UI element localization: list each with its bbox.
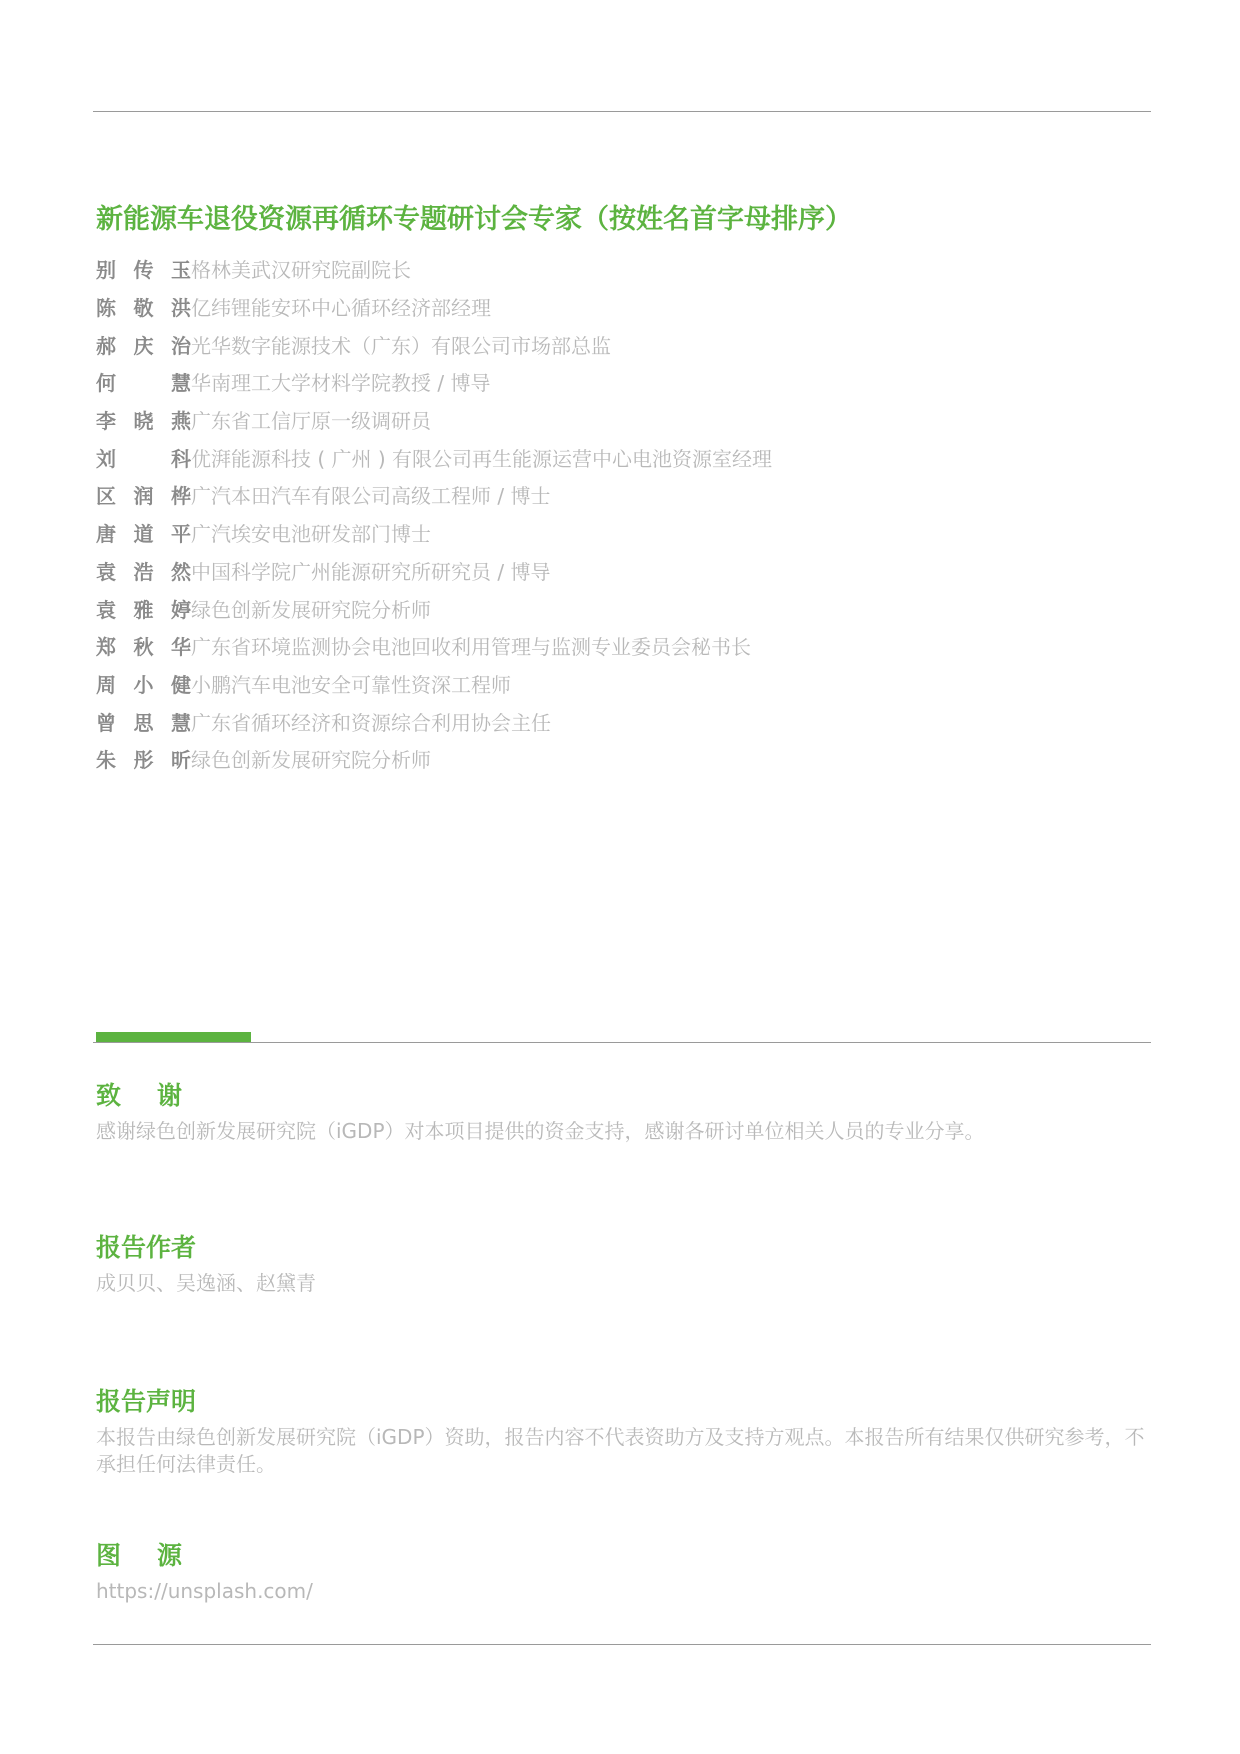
- expert-affiliation: 广东省循环经济和资源综合利用协会主任: [191, 710, 551, 735]
- acknowledgement-heading: 致谢: [96, 1081, 219, 1110]
- authors-heading: 报告作者: [96, 1233, 197, 1262]
- expert-name: 曾思慧: [96, 710, 191, 735]
- expert-name: 刘 科: [96, 446, 191, 471]
- image-source-heading: 图源: [96, 1541, 219, 1570]
- expert-row: [96, 363, 772, 401]
- expert-name: 别传玉: [96, 258, 191, 283]
- expert-affiliation: 广汽本田汽车有限公司高级工程师 / 博士: [191, 484, 551, 509]
- expert-row: [96, 288, 772, 326]
- expert-name: 何 慧: [96, 371, 191, 396]
- authors-text: 成贝贝、吴逸涵、赵黛青: [96, 1271, 316, 1295]
- expert-affiliation: 广汽埃安电池研发部门博士: [191, 522, 431, 547]
- expert-affiliation: 广东省工信厅原一级调研员: [191, 409, 431, 434]
- expert-affiliation: 优湃能源科技 ( 广州 ) 有限公司再生能源运营中心电池资源室经理: [191, 446, 773, 471]
- expert-affiliation: 中国科学院广州能源研究所研究员 / 博导: [191, 559, 551, 584]
- expert-row: [96, 250, 772, 288]
- expert-row: [96, 740, 772, 778]
- expert-name: 郑秋华: [96, 635, 191, 660]
- expert-affiliation: 华南理工大学材料学院教授 / 博导: [191, 371, 491, 396]
- expert-affiliation: 广东省环境监测协会电池回收利用管理与监测专业委员会秘书长: [191, 635, 751, 660]
- expert-name: 袁雅婷: [96, 597, 191, 622]
- expert-row: [96, 514, 772, 552]
- expert-affiliation: 格林美武汉研究院副院长: [191, 258, 411, 283]
- bottom-divider: [93, 1644, 1151, 1645]
- expert-name: 唐道平: [96, 522, 191, 547]
- expert-name: 周小健: [96, 672, 191, 697]
- top-divider: [93, 111, 1151, 112]
- expert-name: 区润桦: [96, 484, 191, 509]
- acknowledgement-text: 感谢绿色创新发展研究院（iGDP）对本项目提供的资金支持，感谢各研讨单位相关人员的专业分享。: [96, 1119, 985, 1143]
- statement-heading: 报告声明: [96, 1387, 197, 1416]
- expert-row: [96, 325, 772, 363]
- expert-row: [96, 589, 772, 627]
- image-source-text: https://unsplash.com/: [96, 1579, 313, 1603]
- expert-affiliation: 光华数字能源技术（广东）有限公司市场部总监: [191, 333, 611, 358]
- expert-name: 李晓燕: [96, 409, 191, 434]
- expert-row: [96, 438, 772, 476]
- middle-divider: [93, 1042, 1151, 1043]
- experts-list: [96, 250, 772, 778]
- expert-affiliation: 绿色创新发展研究院分析师: [191, 748, 431, 773]
- expert-row: [96, 627, 772, 665]
- expert-affiliation: 绿色创新发展研究院分析师: [191, 597, 431, 622]
- expert-row: [96, 552, 772, 590]
- expert-row: [96, 702, 772, 740]
- expert-affiliation: 亿纬锂能安环中心循环经济部经理: [191, 296, 491, 321]
- statement-text: 本报告由绿色创新发展研究院（iGDP）资助，报告内容不代表资助方及支持方观点。本报告所有结果仅供研究参考，不承担任何法律责任。: [96, 1425, 1145, 1476]
- expert-name: 朱彤昕: [96, 748, 191, 773]
- section-accent-bar: [96, 1032, 251, 1042]
- experts-section-title: 新能源车退役资源再循环专题研讨会专家（按姓名首字母排序）: [96, 204, 852, 235]
- expert-row: [96, 476, 772, 514]
- expert-row: [96, 401, 772, 439]
- expert-affiliation: 小鹏汽车电池安全可靠性资深工程师: [191, 672, 511, 697]
- expert-name: 陈敬洪: [96, 296, 191, 321]
- expert-name: 袁浩然: [96, 559, 191, 584]
- expert-name: 郝庆治: [96, 333, 191, 358]
- expert-row: [96, 665, 772, 703]
